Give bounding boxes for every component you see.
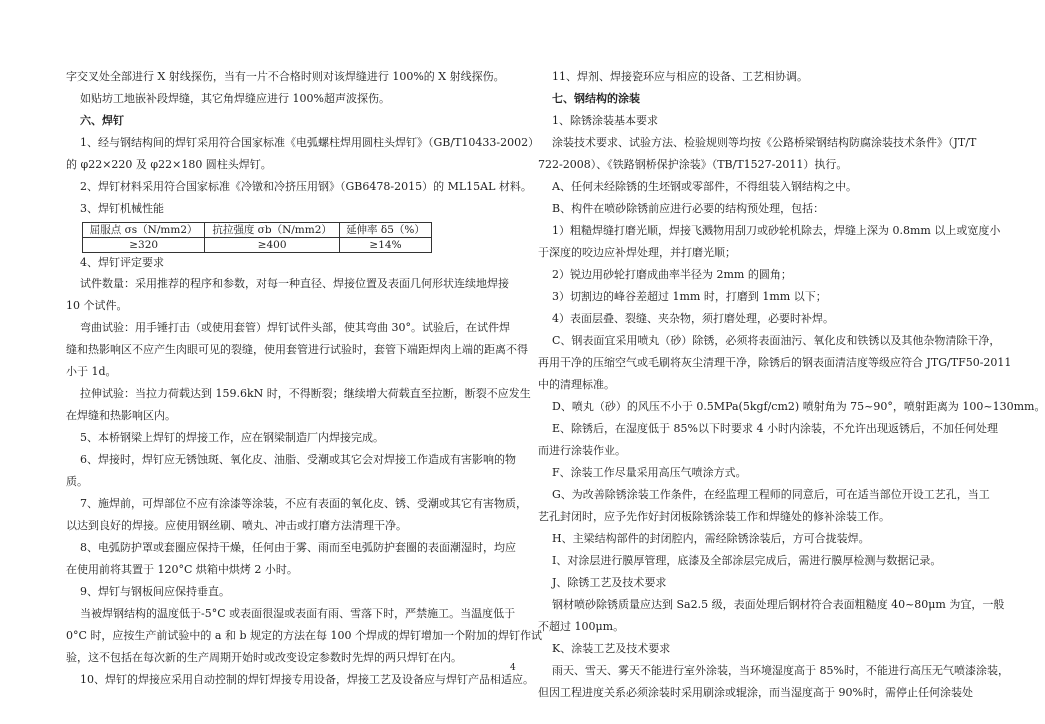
- paragraph: 而进行涂装作业。: [538, 444, 626, 457]
- paragraph: 4、焊钉评定要求: [80, 256, 164, 269]
- right-column: [538, 66, 1045, 704]
- paragraph: 1、经与钢结构间的焊钉采用符合国家标准《电弧螺柱焊用圆柱头焊钉》（GB/T10433-2002）: [80, 136, 540, 149]
- paragraph: 中的清理标准。: [538, 378, 615, 391]
- paragraph: 当被焊钢结构的温度低于-5°C 或表面很湿或表面有雨、雪落下时，严禁施工。当温度低于: [80, 607, 516, 620]
- paragraph: B、构件在喷砂除锈前应进行必要的结构预处理，包括：: [552, 202, 825, 215]
- paragraph: 不超过 100μm。: [538, 620, 625, 633]
- paragraph: 质。: [66, 475, 88, 488]
- paragraph: 7、施焊前，可焊部位不应有涂漆等涂装，不应有表面的氧化皮、锈、受潮或其它有害物质，: [80, 497, 527, 510]
- paragraph: 8、电弧防护罩或套圈应保持干燥，任何由于雾、雨而至电弧防护套圈的表面潮湿时，均应: [80, 541, 516, 554]
- paragraph: 722-2008）、《铁路钢桥保护涂装》（TB/T1527-2011）执行。: [538, 158, 848, 171]
- paragraph: K、涂装工艺及技术要求: [552, 642, 671, 655]
- table-cell: ≥14%: [339, 238, 431, 253]
- paragraph: 0°C 时，应按生产前试验中的 a 和 b 规定的方法在每 100 个焊成的焊钉增加一个附加的焊钉作试: [66, 629, 542, 642]
- paragraph: 3、焊钉机械性能: [80, 202, 164, 215]
- paragraph: 3）切割边的峰谷差超过 1mm 时，打磨到 1mm 以下；: [552, 290, 827, 303]
- table-cell: ≥320: [83, 238, 205, 253]
- paragraph: 如贴坊工地嵌补段焊缝，其它角焊缝应进行 100%超声波探伤。: [80, 92, 390, 105]
- paragraph: 试件数量：采用推荐的程序和参数，对每一种直径、焊接位置及表面几何形状连续地焊接: [80, 277, 509, 290]
- paragraph: 10 个试件。: [66, 299, 128, 312]
- paragraph: 再用干净的压缩空气或毛刷将灰尘清理干净，除锈后的钢表面清洁度等级应符合 JTG/TF50-2011: [538, 356, 1012, 369]
- paragraph: 6、焊接时，焊钉应无锈蚀斑、氧化皮、油脂、受潮或其它会对焊接工作造成有害影响的物: [80, 453, 516, 466]
- paragraph: 缝和热影响区不应产生肉眼可见的裂缝，使用套管进行试验时，套管下端距焊肉上端的距离不得: [66, 343, 528, 356]
- paragraph: E、除锈后，在湿度低于 85%以下时要求 4 小时内涂装，不允许出现返锈后，不加任何处理: [552, 422, 998, 435]
- table-row: [83, 238, 432, 253]
- paragraph: 5、本桥钢梁上焊钉的焊接工作，应在钢梁制造厂内焊接完成。: [80, 431, 384, 444]
- paragraph: 9、焊钉与钢板间应保持垂直。: [80, 585, 230, 598]
- table-header-row: [83, 223, 432, 238]
- paragraph: C、钢表面宜采用喷丸（砂）除锈，必须将表面油污、氧化皮和铁锈以及其他杂物清除干净，: [552, 334, 1001, 347]
- paragraph: 在使用前将其置于 120°C 烘箱中烘烤 2 小时。: [66, 563, 298, 576]
- paragraph: 涂装技术要求、试验方法、检验规则等均按《公路桥梁钢结构防腐涂装技术条件》（JT/T: [552, 136, 977, 149]
- section-heading: 七、钢结构的涂装: [552, 92, 640, 105]
- paragraph: I、对涂层进行膜厚管理，底漆及全部涂层完成后，需进行膜厚检测与数据记录。: [552, 554, 942, 567]
- paragraph: 拉伸试验：当拉力荷载达到 159.6kN 时，不得断裂；继续增大荷载直至拉断，断裂不应发生: [80, 387, 531, 400]
- left-column: [66, 66, 542, 691]
- paragraph: 的 φ22×220 及 φ22×180 圆柱头焊钉。: [66, 158, 272, 171]
- paragraph: 小于 1d。: [66, 365, 117, 378]
- table-header-cell: 抗拉强度 σb（N/mm2）: [205, 223, 340, 238]
- paragraph: 以达到良好的焊接。应使用钢丝刷、喷丸、冲击或打磨方法清理干净。: [66, 519, 407, 532]
- paragraph: H、主梁结构部件的封闭腔内，需经除锈涂装后，方可合拢装焊。: [552, 532, 870, 545]
- paragraph: D、喷丸（砂）的风压不小于 0.5MPa(5kgf/cm2) 喷射角为 75~90°，喷射距离为 100~130mm。: [552, 400, 1045, 413]
- paragraph: A、任何未经除锈的生坯钢或零部件，不得组装入钢结构之中。: [552, 180, 857, 193]
- paragraph: J、除锈工艺及技术要求: [552, 576, 667, 589]
- paragraph: 艺孔封闭时，应予先作好封闭板除锈涂装工作和焊缝处的修补涂装工作。: [538, 510, 890, 523]
- mechanical-properties-table: [82, 222, 432, 253]
- paragraph: 验，这不包括在每次新的生产周期开始时或改变设定参数时先焊的两只焊钉在内。: [66, 651, 462, 664]
- paragraph: 字交叉处全部进行 X 射线探伤，当有一片不合格时则对该焊缝进行 100%的 X 射线探伤。: [66, 70, 505, 83]
- page-number: 4: [510, 663, 516, 673]
- paragraph: 1、除锈涂装基本要求: [552, 114, 658, 127]
- section-heading: 六、焊钉: [80, 114, 124, 127]
- paragraph: 2、焊钉材料采用符合国家标准《冷镦和冷挤压用钢》（GB6478-2015）的 ML15AL 材料。: [80, 180, 532, 193]
- paragraph: 4）表面层叠、裂缝、夹杂物，须打磨处理，必要时补焊。: [552, 312, 834, 325]
- table-header-cell: 屈服点 σs（N/mm2）: [83, 223, 205, 238]
- paragraph: 于深度的咬边应补焊处理，并打磨光顺；: [538, 246, 736, 259]
- paragraph: F、涂装工作尽量采用高压气喷涂方式。: [552, 466, 747, 479]
- paragraph: 10、焊钉的焊接应采用自动控制的焊钉焊接专用设备，焊接工艺及设备应与焊钉产品相适应。: [80, 673, 534, 686]
- paragraph: 1）粗糙焊缝打磨光顺，焊接飞溅物用刮刀或砂轮机除去，焊缝上深为 0.8mm 以上或宽度小: [552, 224, 1001, 237]
- paragraph: 2）锐边用砂轮打磨成曲率半径为 2mm 的圆角；: [552, 268, 792, 281]
- paragraph: 弯曲试验：用手锤打击（或使用套管）焊钉试件头部，使其弯曲 30°。试验后，在试件焊: [80, 321, 510, 334]
- table-cell: ≥400: [205, 238, 340, 253]
- paragraph: 钢材喷砂除锈质量应达到 Sa2.5 级，表面处理后钢材符合表面粗糙度 40~80μm 为宜，一般: [552, 598, 1005, 611]
- paragraph: 在焊缝和热影响区内。: [66, 409, 176, 422]
- paragraph: 雨天、雪天、雾天不能进行室外涂装，当环境湿度高于 85%时，不能进行高压无气喷漆涂装，: [552, 664, 1009, 677]
- paragraph: G、为改善除锈涂装工作条件，在经监理工程师的同意后，可在适当部位开设工艺孔，当工: [552, 488, 990, 501]
- paragraph: 但因工程进度关系必须涂装时采用刷涂或辊涂，而当湿度高于 90%时，需停止任何涂装处: [538, 686, 973, 699]
- table-header-cell: 延伸率 δ5（%）: [339, 223, 431, 238]
- paragraph: 11、焊剂、焊接瓷环应与相应的设备、工艺相协调。: [552, 70, 808, 83]
